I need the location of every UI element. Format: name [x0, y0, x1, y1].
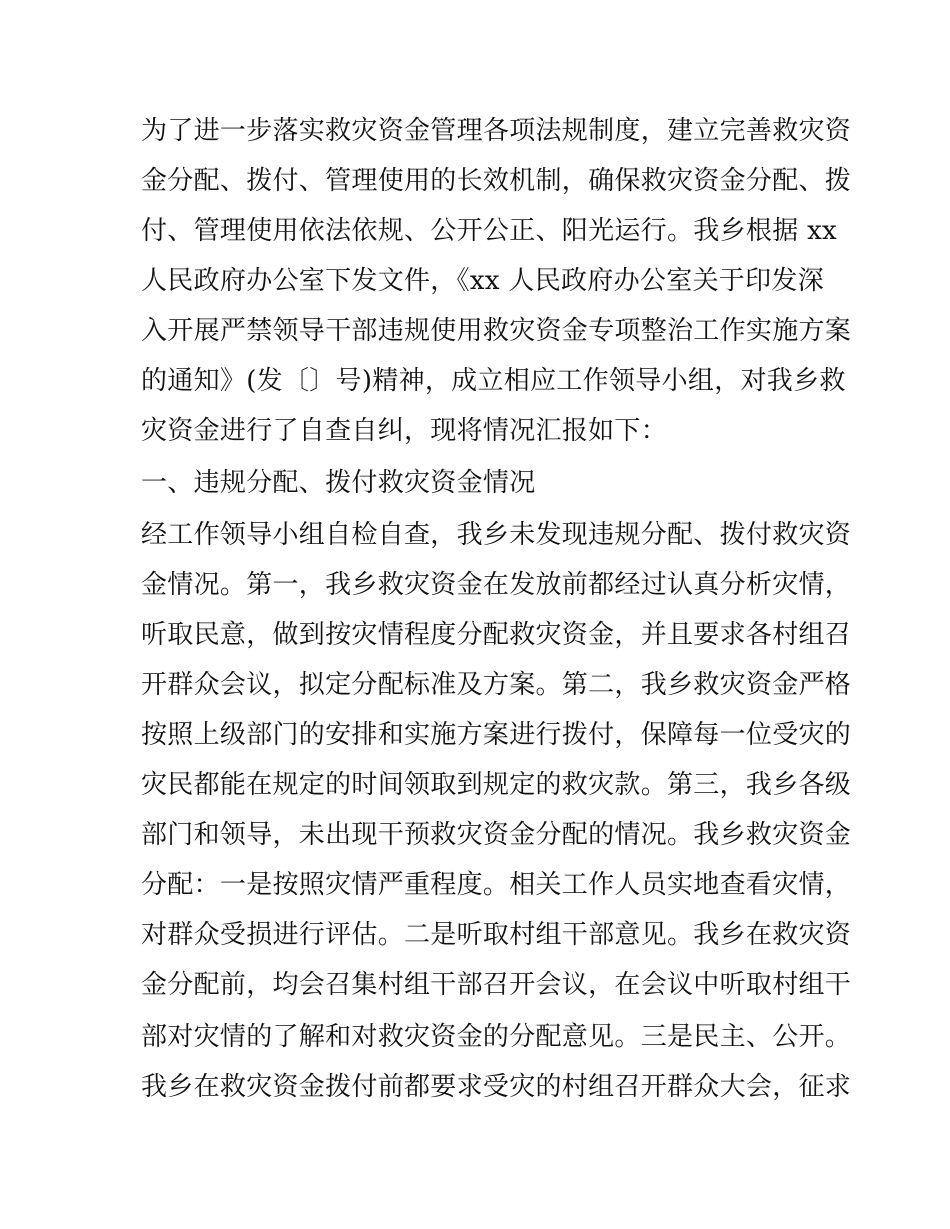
paragraph-line: 按照上级部门的安排和实施方案进行拨付，保障每一位受灾的 [141, 720, 852, 750]
paragraph-line: 付、管理使用依法依规、公开公正、阳光运行。我乡根据 xx [141, 216, 837, 246]
paragraph-line: 开群众会议，拟定分配标准及方案。第二，我乡救灾资金严格 [141, 670, 852, 700]
paragraph-line: 分配：一是按照灾情严重程度。相关工作人员实地查看灾情， [141, 870, 852, 900]
paragraph-line: 对群众受损进行评估。二是听取村组干部意见。我乡在救灾资 [141, 920, 852, 950]
paragraph-line: 部门和领导，未出现干预救灾资金分配的情况。我乡救灾资金 [141, 820, 852, 850]
paragraph-line: 金分配前，均会召集村组干部召开会议，在会议中听取村组干 [141, 970, 852, 1000]
section-heading: 一、违规分配、拨付救灾资金情况 [141, 468, 536, 498]
paragraph-line: 人民政府办公室下发文件，《xx 人民政府办公室关于印发深 [141, 266, 824, 296]
paragraph-line: 经工作领导小组自检自查，我乡未发现违规分配、拨付救灾资 [141, 520, 852, 550]
paragraph-line: 金分配、拨付、管理使用的长效机制，确保救灾资金分配、拨 [141, 166, 852, 196]
paragraph-line: 为了进一步落实救灾资金管理各项法规制度，建立完善救灾资 [141, 116, 852, 146]
paragraph-line: 入开展严禁领导干部违规使用救灾资金专项整治工作实施方案 [141, 316, 852, 346]
paragraph-line: 部对灾情的了解和对救灾资金的分配意见。三是民主、公开。 [141, 1022, 852, 1052]
paragraph-line: 灾民都能在规定的时间领取到规定的救灾款。第三，我乡各级 [141, 770, 852, 800]
paragraph-line: 金情况。第一，我乡救灾资金在发放前都经过认真分析灾情， [141, 570, 852, 600]
paragraph-line: 听取民意，做到按灾情程度分配救灾资金，并且要求各村组召 [141, 620, 852, 650]
paragraph-line: 的通知》(发〔〕号)精神，成立相应工作领导小组，对我乡救 [141, 366, 846, 396]
paragraph-line: 我乡在救灾资金拨付前都要求受灾的村组召开群众大会，征求 [141, 1072, 852, 1102]
paragraph-line: 灾资金进行了自查自纠，现将情况汇报如下： [141, 416, 668, 446]
